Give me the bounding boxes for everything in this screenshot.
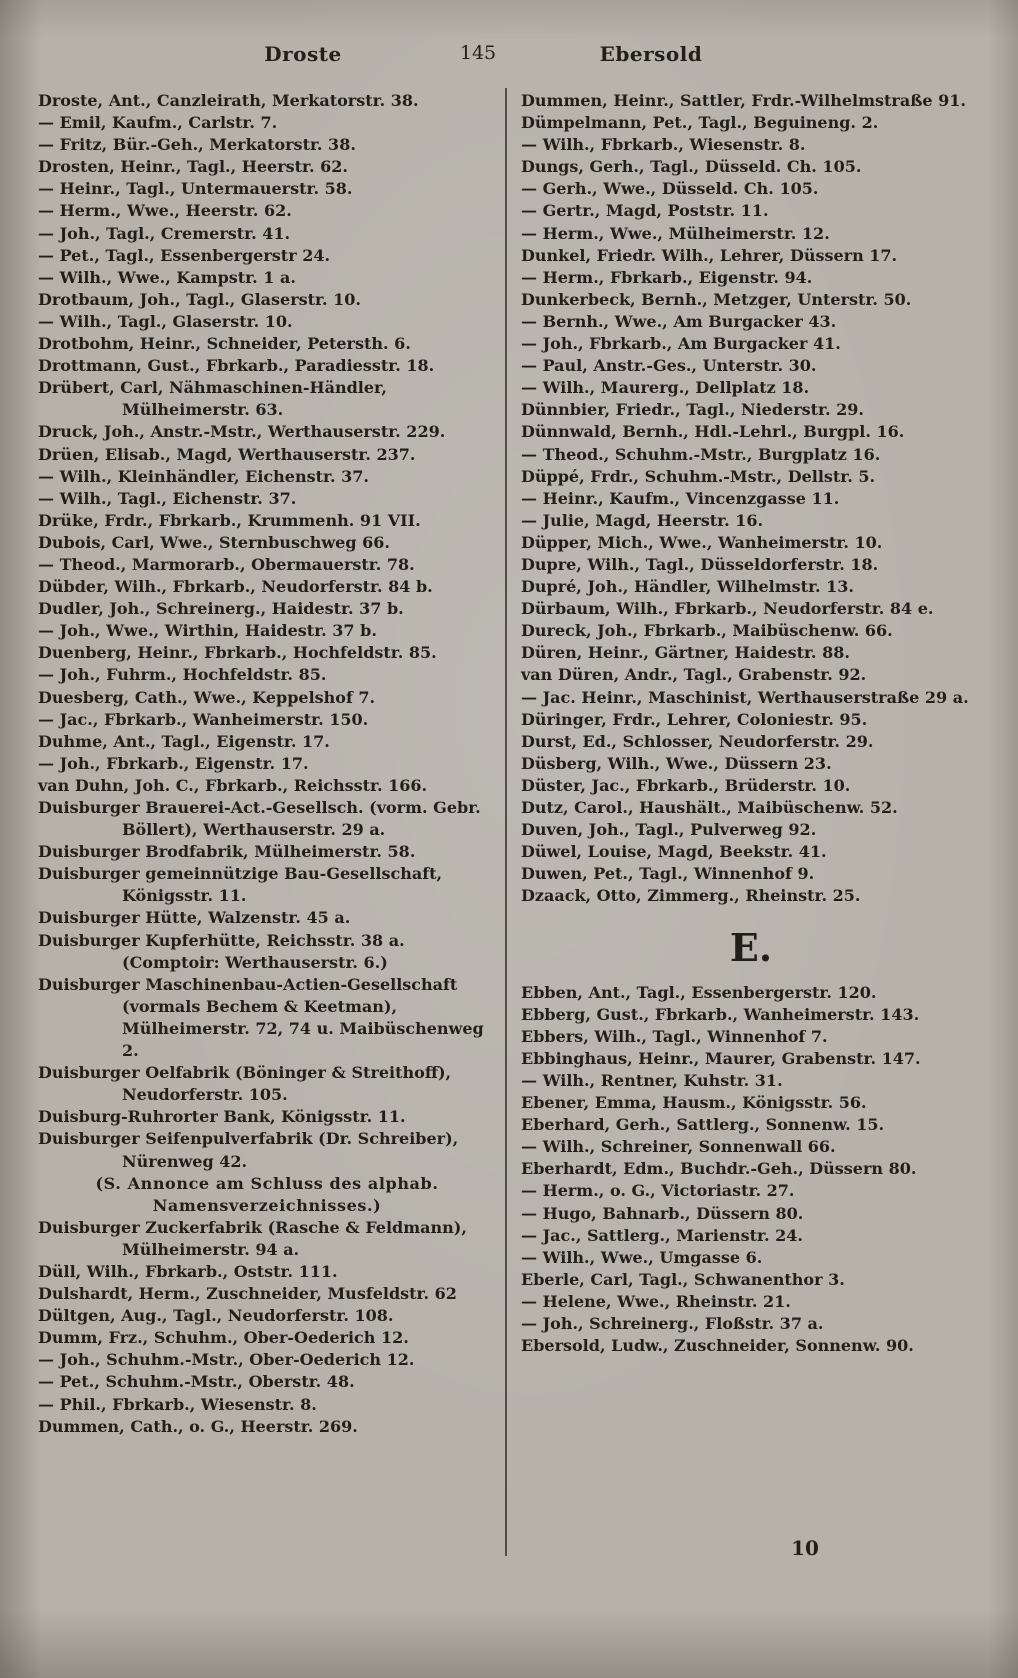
directory-entry: Druck, Joh., Anstr.-Mstr., Werthauserstr. 229.: [38, 422, 446, 442]
directory-entry: Düren, Heinr., Gärtner, Haidestr. 88.: [521, 643, 850, 663]
directory-entry: — Theod., Marmorarb., Obermauerstr. 78.: [38, 554, 415, 574]
directory-entry: — Jac., Fbrkarb., Wanheimerstr. 150.: [38, 709, 369, 729]
directory-entry: — Heinr., Kaufm., Vincenzgasse 11.: [521, 488, 840, 508]
left-column: [38, 90, 496, 1438]
directory-entry: Dübder, Wilh., Fbrkarb., Neudorferstr. 84 b.: [38, 577, 433, 597]
directory-entry: Dümpelmann, Pet., Tagl., Beguineng. 2.: [521, 113, 879, 133]
directory-entry: — Pet., Schuhm.-Mstr., Oberstr. 48.: [38, 1372, 355, 1392]
directory-entry: Drotbohm, Heinr., Schneider, Petersth. 6.: [38, 334, 411, 354]
directory-entry: Eberle, Carl, Tagl., Schwanenthor 3.: [521, 1269, 845, 1289]
directory-entry: — Pet., Tagl., Essenbergerstr 24.: [38, 245, 331, 265]
directory-entry: — Emil, Kaufm., Carlstr. 7.: [38, 113, 278, 133]
directory-entry: — Theod., Schuhm.-Mstr., Burgplatz 16.: [521, 444, 881, 464]
directory-entry: Düwel, Louise, Magd, Beekstr. 41.: [521, 842, 827, 862]
directory-entry: — Jac., Sattlerg., Marienstr. 24.: [521, 1225, 803, 1245]
directory-entry: — Paul, Anstr.-Ges., Unterstr. 30.: [521, 356, 817, 376]
directory-entry: Ebersold, Ludw., Zuschneider, Sonnenw. 90.: [521, 1336, 914, 1356]
directory-entry: — Herm., o. G., Victoriastr. 27.: [521, 1181, 795, 1201]
directory-entry: Drüke, Frdr., Fbrkarb., Krummenh. 91 VII.: [38, 510, 421, 530]
directory-entry: Duisburger Hütte, Walzenstr. 45 a.: [38, 908, 351, 928]
section-heading: E.: [729, 925, 773, 971]
directory-entry: — Bernh., Wwe., Am Burgacker 43.: [521, 311, 837, 331]
column-divider-rule: [505, 88, 507, 1556]
directory-entry: Düringer, Frdr., Lehrer, Coloniestr. 95.: [521, 709, 868, 729]
directory-entry: — Joh., Wwe., Wirthin, Haidestr. 37 b.: [38, 621, 377, 641]
directory-entry: — Wilh., Fbrkarb., Wiesenstr. 8.: [521, 135, 806, 155]
directory-entry: — Joh., Fbrkarb., Am Burgacker 41.: [521, 334, 841, 354]
directory-entry: Duven, Joh., Tagl., Pulverweg 92.: [521, 820, 817, 840]
directory-entry: — Joh., Fbrkarb., Eigenstr. 17.: [38, 753, 309, 773]
directory-entry: Duenberg, Heinr., Fbrkarb., Hochfeldstr. 85.: [38, 643, 437, 663]
signature-number: 10: [791, 1536, 819, 1560]
directory-entry: Duwen, Pet., Tagl., Winnenhof 9.: [521, 864, 815, 884]
directory-entry: Duhme, Ant., Tagl., Eigenstr. 17.: [38, 731, 330, 751]
directory-entry: Düpper, Mich., Wwe., Wanheimerstr. 10.: [521, 532, 883, 552]
running-header: [0, 42, 1018, 72]
directory-entry: Duisburger Kupferhütte, Reichsstr. 38 a. (Comptoir: Werthauserstr. 6.): [38, 930, 405, 972]
directory-entry: Ebben, Ant., Tagl., Essenbergerstr. 120.: [521, 982, 877, 1002]
directory-entry: — Herm., Wwe., Mülheimerstr. 12.: [521, 223, 830, 243]
directory-entry: Dunkel, Friedr. Wilh., Lehrer, Düssern 17.: [521, 245, 898, 265]
directory-entry: (S. Annonce am Schluss des alphab. Namensverzeichnisses.): [95, 1173, 439, 1215]
directory-entry: — Hugo, Bahnarb., Düssern 80.: [521, 1203, 804, 1223]
directory-entry: Dupré, Joh., Händler, Wilhelmstr. 13.: [521, 577, 854, 597]
right-column: [521, 90, 981, 1357]
directory-entry: — Gerh., Wwe., Düsseld. Ch. 105.: [521, 179, 819, 199]
directory-entry: Duisburg-Ruhrorter Bank, Königsstr. 11.: [38, 1107, 406, 1127]
directory-entry: Dummen, Heinr., Sattler, Frdr.-Wilhelmstraße 91.: [521, 91, 966, 110]
directory-entry: van Düren, Andr., Tagl., Grabenstr. 92.: [521, 665, 867, 685]
directory-entry: Düster, Jac., Fbrkarb., Brüderstr. 10.: [521, 775, 851, 795]
directory-entry: Eberhard, Gerh., Sattlerg., Sonnenw. 15.: [521, 1115, 885, 1135]
directory-entry: Dulshardt, Herm., Zuschneider, Musfeldstr. 62: [38, 1284, 457, 1304]
directory-entry: Duisburger Seifenpulverfabrik (Dr. Schreiber), Nürenweg 42.: [38, 1129, 459, 1171]
directory-entry: Ebener, Emma, Hausm., Königsstr. 56.: [521, 1093, 867, 1113]
directory-entry: — Phil., Fbrkarb., Wiesenstr. 8.: [38, 1394, 317, 1414]
directory-entry: Dültgen, Aug., Tagl., Neudorferstr. 108.: [38, 1306, 394, 1326]
directory-entry: — Joh., Schuhm.-Mstr., Ober-Oederich 12.: [38, 1350, 415, 1370]
directory-entry: Drosten, Heinr., Tagl., Heerstr. 62.: [38, 157, 348, 177]
directory-entry: — Wilh., Tagl., Eichenstr. 37.: [38, 488, 297, 508]
directory-entry: Dudler, Joh., Schreinerg., Haidestr. 37 b.: [38, 599, 404, 619]
directory-entry: — Helene, Wwe., Rheinstr. 21.: [521, 1291, 791, 1311]
directory-entry: Dürbaum, Wilh., Fbrkarb., Neudorferstr. 84 e.: [521, 599, 934, 619]
directory-entry: — Heinr., Tagl., Untermauerstr. 58.: [38, 179, 353, 199]
directory-entry: Dubois, Carl, Wwe., Sternbuschweg 66.: [38, 532, 390, 552]
directory-entry: Dummen, Cath., o. G., Heerstr. 269.: [38, 1416, 358, 1436]
directory-entry: Dureck, Joh., Fbrkarb., Maibüschenw. 66.: [521, 621, 893, 641]
directory-entry: Duisburger gemeinnützige Bau-Gesellschaft, Königsstr. 11.: [38, 864, 443, 906]
directory-entry: Düsberg, Wilh., Wwe., Düssern 23.: [521, 753, 832, 773]
directory-entry: Dunkerbeck, Bernh., Metzger, Unterstr. 50.: [521, 289, 912, 309]
directory-entry: — Gertr., Magd, Poststr. 11.: [521, 201, 769, 221]
directory-entry: van Duhn, Joh. C., Fbrkarb., Reichsstr. 166.: [38, 775, 428, 795]
directory-entry: Duesberg, Cath., Wwe., Keppelshof 7.: [38, 687, 376, 707]
directory-entry: — Joh., Fuhrm., Hochfeldstr. 85.: [38, 665, 327, 685]
directory-entry: Drotbaum, Joh., Tagl., Glaserstr. 10.: [38, 289, 361, 309]
directory-entry: — Herm., Wwe., Heerstr. 62.: [38, 201, 292, 221]
directory-entry: — Joh., Schreinerg., Floßstr. 37 a.: [521, 1313, 824, 1333]
directory-entry: — Joh., Tagl., Cremerstr. 41.: [38, 223, 291, 243]
directory-entry: Duisburger Maschinenbau-Actien-Gesellschaft (vormals Bechem & Keetman), Mülheimerstr. 72, 74 u. Maibüschenweg 2.: [38, 974, 484, 1061]
directory-entry: — Herm., Fbrkarb., Eigenstr. 94.: [521, 267, 813, 287]
directory-entry: — Wilh., Rentner, Kuhstr. 31.: [521, 1070, 783, 1090]
directory-entry: Düppé, Frdr., Schuhm.-Mstr., Dellstr. 5.: [521, 466, 876, 486]
directory-entry: Duisburger Brauerei-Act.-Gesellsch. (vorm. Gebr. Böllert), Werthauserstr. 29 a.: [38, 798, 481, 840]
directory-entry: Ebbers, Wilh., Tagl., Winnenhof 7.: [521, 1026, 828, 1046]
directory-entry: — Jac. Heinr., Maschinist, Werthauserstraße 29 a.: [521, 687, 969, 707]
directory-entry: Eberhardt, Edm., Buchdr.-Geh., Düssern 80.: [521, 1159, 917, 1179]
directory-entry: Dutz, Carol., Haushält., Maibüschenw. 52.: [521, 798, 898, 817]
directory-entry: Dünnwald, Bernh., Hdl.-Lehrl., Burgpl. 16.: [521, 422, 905, 442]
directory-entry: Ebbinghaus, Heinr., Maurer, Grabenstr. 147.: [521, 1048, 921, 1068]
directory-entry: Droste, Ant., Canzleirath, Merkatorstr. 38.: [38, 91, 419, 110]
directory-entry: Drüen, Elisab., Magd, Werthauserstr. 237.: [38, 444, 416, 464]
directory-entry: — Wilh., Maurerg., Dellplatz 18.: [521, 378, 810, 398]
directory-entry: Dupre, Wilh., Tagl., Düsseldorferstr. 18.: [521, 554, 879, 574]
directory-entry: Dzaack, Otto, Zimmerg., Rheinstr. 25.: [521, 886, 861, 906]
directory-entry: — Julie, Magd, Heerstr. 16.: [521, 510, 764, 530]
directory-entry: — Wilh., Tagl., Glaserstr. 10.: [38, 311, 293, 331]
page-number: 145: [459, 42, 497, 64]
directory-entry: Drottmann, Gust., Fbrkarb., Paradiesstr. 18.: [38, 356, 435, 376]
directory-entry: Duisburger Oelfabrik (Böninger & Streithoff), Neudorferstr. 105.: [38, 1063, 452, 1105]
directory-entry: Dünnbier, Friedr., Tagl., Niederstr. 29.: [521, 400, 864, 420]
directory-entry: Drübert, Carl, Nähmaschinen-Händler, Mülheimerstr. 63.: [38, 378, 387, 420]
directory-entry: Duisburger Zuckerfabrik (Rasche & Feldmann), Mülheimerstr. 94 a.: [38, 1217, 467, 1259]
directory-entry: — Wilh., Kleinhändler, Eichenstr. 37.: [38, 466, 369, 486]
directory-entry: Dumm, Frz., Schuhm., Ober-Oederich 12.: [38, 1328, 409, 1348]
directory-entry: Durst, Ed., Schlosser, Neudorferstr. 29.: [521, 731, 874, 751]
directory-entry: — Wilh., Wwe., Kampstr. 1 a.: [38, 267, 296, 287]
directory-entry: — Wilh., Schreiner, Sonnenwall 66.: [521, 1137, 836, 1157]
directory-entry: — Wilh., Wwe., Umgasse 6.: [521, 1247, 763, 1267]
directory-entry: Ebberg, Gust., Fbrkarb., Wanheimerstr. 143.: [521, 1004, 920, 1024]
running-header-right-title: Ebersold: [599, 42, 703, 66]
directory-entry: Düll, Wilh., Fbrkarb., Oststr. 111.: [38, 1261, 338, 1281]
directory-entry: Dungs, Gerh., Tagl., Düsseld. Ch. 105.: [521, 157, 862, 177]
directory-entry: Duisburger Brodfabrik, Mülheimerstr. 58.: [38, 842, 416, 862]
directory-entry: — Fritz, Bür.-Geh., Merkatorstr. 38.: [38, 135, 356, 155]
running-header-left-title: Droste: [264, 42, 342, 66]
